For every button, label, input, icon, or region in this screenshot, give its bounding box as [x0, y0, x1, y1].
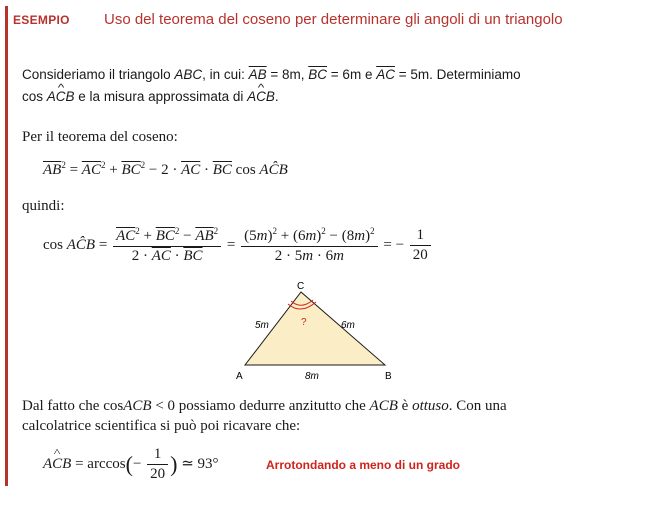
intro-line-1: Consideriamo il triangolo ABC, in cui: $\overline{AB} = 8m$, $\overline{BC} = 6m$ e $\overline{AC} = 5m$. Determiniamo	[22, 67, 521, 82]
example-tag: ESEMPIO	[13, 13, 70, 27]
final-formula: ^ ACB = arccos(− $\frac{1}{20}$ ) ≃ 93°	[43, 446, 219, 483]
rounding-note: Arrotondando a meno di un grado	[266, 458, 460, 472]
accent-bar	[5, 6, 8, 486]
side-ac-label: 5m	[255, 320, 269, 331]
conclusion-line-1: Dal fatto che cosACB < 0 possiamo dedurre anzitutto che ACB è ottuso. Con una	[22, 398, 507, 414]
example-title: Uso del teorema del coseno per determinare gli angoli di un triangolo	[104, 11, 563, 28]
theorem-label: Per il teorema del coseno:	[22, 129, 178, 145]
vertex-a-label: A	[236, 371, 243, 382]
triangle-figure	[225, 280, 415, 385]
cosine-theorem-formula: $\overline{AB}^2 = \overline{AC}^2 + \overline{BC}^2 - 2 \cdot \overline{AC} \cdot \overline{BC}$ cos AĈB	[43, 160, 288, 178]
side-ab-label: 8m	[305, 371, 319, 382]
unknown-angle-label: ?	[301, 317, 307, 328]
cos-formula: cos AĈB = $\frac{\overline{AC}^2 + \overline{BC}^2 - \overline{AB}^2}{2 \cdot \overline{AC} \cdot \overline{BC}}$ = $\frac{(5m)^2 + (6m)^2 - (8m)^2}{2 \cdot 5m \cdot 6m}$ = − $\frac{1}{20}$	[43, 226, 433, 265]
vertex-c-label: C	[297, 281, 305, 292]
conclusion-line-2: calcolatrice scientifica si può poi ricavare che:	[22, 418, 301, 434]
vertex-b-label: B	[385, 371, 392, 382]
quindi-label: quindi:	[22, 198, 65, 214]
intro-line-2: cos ^ ACB e la misura approssimata di ^ ACB.	[22, 87, 279, 107]
side-bc-label: 6m	[341, 320, 355, 331]
